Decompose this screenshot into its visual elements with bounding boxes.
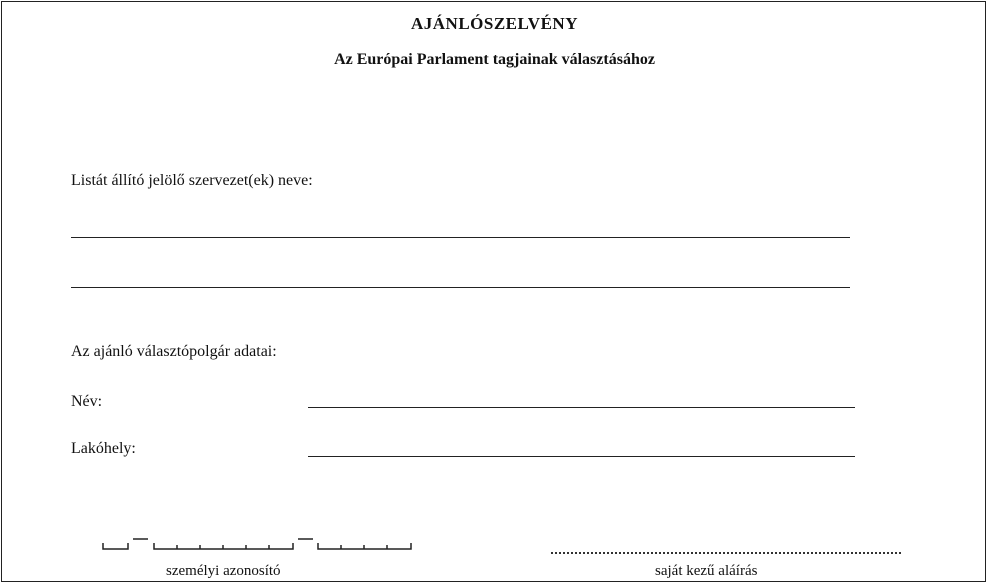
organization-name-line-1[interactable] [71, 237, 850, 238]
personal-id-boxes[interactable] [102, 536, 414, 552]
name-field-line[interactable] [308, 407, 855, 408]
form-border [1, 1, 986, 582]
residence-field-line[interactable] [308, 456, 855, 457]
organization-name-line-2[interactable] [71, 287, 850, 288]
name-label: Név: [71, 393, 103, 410]
form-subtitle: Az Európai Parlament tagjainak választásához [334, 51, 655, 68]
signature-caption: saját kezű aláírás [655, 563, 758, 579]
voter-section-label: Az ajánló választópolgár adatai: [71, 343, 277, 360]
personal-id-caption: személyi azonosító [166, 563, 281, 579]
residence-label: Lakóhely: [71, 440, 136, 457]
organization-label: Listát állító jelölő szervezet(ek) neve: [71, 172, 313, 189]
form-title: AJÁNLÓSZELVÉNY [411, 14, 578, 33]
signature-line[interactable] [551, 552, 901, 554]
